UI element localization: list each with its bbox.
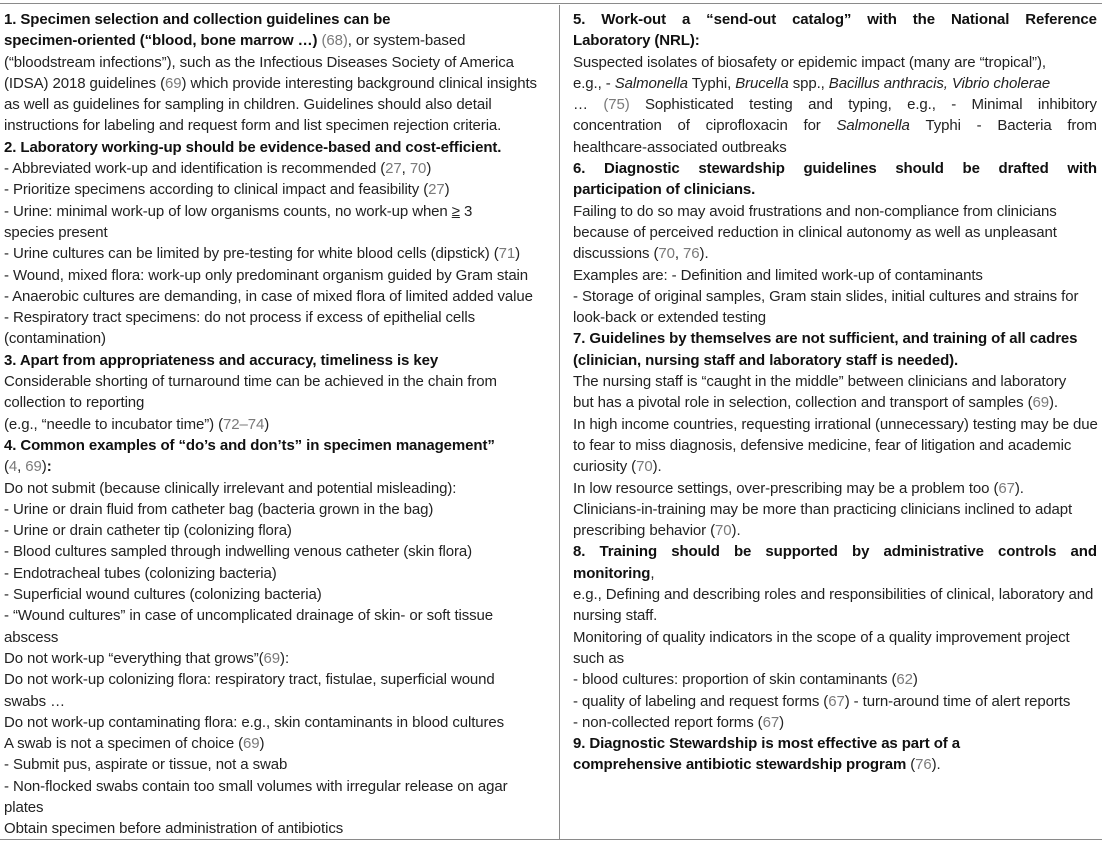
text-line <box>4 669 550 690</box>
text-line <box>573 94 1097 115</box>
reference-link[interactable]: 62 <box>896 671 913 689</box>
text-run: from <box>1067 117 1097 135</box>
bold-text: 1. Specimen selection and collection guidelines can be <box>4 11 391 28</box>
italic-text: Salmonella <box>614 74 688 92</box>
text-line <box>573 73 1097 94</box>
text-run: ) <box>264 415 270 433</box>
text-run: Examples are: - Definition and limited work-up of contaminants <box>573 266 983 284</box>
text-run: Typhi, <box>687 74 736 92</box>
text-run: Clinicians-in-training may be more than practicing clinicians inclined to adapt <box>573 500 1073 518</box>
left-column <box>4 9 550 840</box>
bold-text: administrative <box>883 543 984 561</box>
text-run: (contamination) <box>4 330 106 348</box>
bold-text: 6. <box>573 160 586 178</box>
bold-text: : <box>46 458 52 476</box>
bold-text: specimen-oriented (“blood, bone marrow …) <box>4 32 318 50</box>
text-run: because of perceived reduction in clinical autonomy as well as unpleasant <box>573 223 1057 241</box>
text-line <box>4 392 550 413</box>
bold-text: Diagnostic <box>603 160 680 178</box>
text-line <box>4 201 550 222</box>
text-run: , <box>650 564 655 582</box>
reference-link[interactable]: 69 <box>263 649 281 667</box>
text-run: curiosity ( <box>573 458 637 476</box>
text-run: ). <box>652 458 662 476</box>
text-run: spp., <box>788 74 829 92</box>
text-run: ). <box>1049 394 1058 412</box>
bold-text: should <box>671 543 720 561</box>
text-run: ) <box>515 245 521 263</box>
text-run: - “Wound cultures” in case of uncomplicated drainage of skin- or soft tissue <box>4 607 494 625</box>
text-line <box>4 776 550 797</box>
text-line <box>573 563 1097 584</box>
text-line <box>573 307 1097 328</box>
reference-link[interactable]: 70 <box>636 458 653 476</box>
text-run: ) <box>41 458 47 476</box>
text-run: Obtain specimen before administration of antibiotics <box>4 820 344 838</box>
text-run: Do not work-up colonizing flora: respiratory tract, fistulae, superficial wound <box>4 671 495 689</box>
text-line <box>573 712 1097 733</box>
text-run: ). <box>931 756 941 774</box>
text-run: such as <box>573 649 624 667</box>
text-run: , <box>401 160 410 178</box>
text-line <box>4 158 550 179</box>
text-run: prescribing behavior ( <box>573 522 716 540</box>
text-run: Do not submit (because clinically irrelevant and potential misleading): <box>4 479 457 497</box>
text-line <box>573 392 1097 413</box>
bold-text: should <box>895 160 944 178</box>
text-run: - Prioritize specimens according to clinical impact and feasibility ( <box>4 181 429 199</box>
reference-link[interactable]: 70 <box>715 522 732 540</box>
text-line <box>4 478 550 499</box>
text-line <box>4 584 550 605</box>
text-line <box>573 265 1097 286</box>
text-run: - Urine or drain catheter tip (colonizing flora) <box>4 522 292 540</box>
text-line <box>573 456 1097 477</box>
text-run: - Endotracheal tubes (colonizing bacteria) <box>4 564 277 582</box>
text-line <box>573 371 1097 392</box>
text-line <box>573 648 1097 669</box>
bold-text: 5. <box>573 11 586 28</box>
bold-text: with <box>1067 160 1097 178</box>
bold-text: 3. Apart from appropriateness and accuracy, timeliness is key <box>4 351 439 369</box>
bold-text: 9. Diagnostic Stewardship is most effective as part of a <box>573 735 961 753</box>
text-run: e.g., <box>907 96 936 114</box>
reference-link[interactable]: 67 <box>762 713 780 731</box>
text-run: In low resource settings, over-prescribing may be a problem too ( <box>573 479 999 497</box>
text-run: - non-collected report forms ( <box>573 713 763 731</box>
text-run: concentration <box>573 117 662 135</box>
bold-text: (clinician, nursing staff and laboratory staff is needed). <box>573 351 959 369</box>
text-line <box>573 243 1097 264</box>
text-line <box>4 712 550 733</box>
text-run: - blood cultures: proportion of skin contaminants ( <box>573 671 897 689</box>
text-line <box>4 222 550 243</box>
text-run: ). <box>731 522 741 540</box>
text-line <box>573 9 1097 30</box>
text-run: - Respiratory tract specimens: do not process if excess of epithelial cells <box>4 309 476 327</box>
text-run: ) - turn-around time of alert reports <box>844 692 1071 710</box>
text-run: ciprofloxacin <box>705 117 788 135</box>
text-line <box>4 648 550 669</box>
text-run: - Urine cultures can be limited by pre-testing for white blood cells (dipstick) ( <box>4 245 499 263</box>
text-line <box>4 30 550 51</box>
text-run: Considerable shorting of turnaround time can be achieved in the chain from <box>4 373 497 391</box>
text-run: inhibitory <box>1037 96 1097 114</box>
text-run: - <box>976 117 982 135</box>
text-run: ( <box>906 756 916 774</box>
italic-text: Bacillus anthracis, Vibrio cholerae <box>828 74 1051 92</box>
text-run: - Blood cultures sampled through indwelling venous catheter (skin flora) <box>4 543 473 561</box>
text-run: (“bloodstream infections”), such as the Infectious Diseases Society of America <box>4 53 514 71</box>
reference-link[interactable]: 69 <box>243 735 260 753</box>
text-run: species present <box>4 223 108 241</box>
bold-text: participation of clinicians. <box>573 181 756 199</box>
reference-link[interactable]: 69 <box>25 458 42 476</box>
text-line <box>4 307 550 328</box>
text-line <box>4 52 550 73</box>
text-run: swabs … <box>4 692 65 710</box>
bold-text: drafted <box>998 160 1049 178</box>
text-line <box>4 520 550 541</box>
reference-link[interactable]: (68) <box>321 32 348 50</box>
text-run: ) <box>779 713 784 731</box>
text-line <box>573 350 1097 371</box>
text-run: as well as guidelines for sampling in children. Guidelines should also detail <box>4 96 492 114</box>
bold-text: catalog” <box>792 11 852 28</box>
text-line <box>573 478 1097 499</box>
text-run: of <box>677 117 690 135</box>
text-line <box>4 328 550 349</box>
text-line <box>4 499 550 520</box>
reference-link[interactable]: 70 <box>658 245 675 263</box>
text-run: - Urine or drain fluid from catheter bag (bacteria grown in the bag) <box>4 500 434 518</box>
right-column <box>573 9 1097 776</box>
bold-text: a <box>681 11 691 28</box>
italic-text: Salmonella <box>836 117 910 135</box>
text-run: - Anaerobic cultures are demanding, in case of mixed flora of limited added value <box>4 287 533 305</box>
text-line <box>4 371 550 392</box>
text-run: instructions for labeling and request form and list specimen rejection criteria. <box>4 117 502 135</box>
text-line <box>4 350 550 371</box>
reference-link[interactable]: 67 <box>998 479 1015 497</box>
text-run: e.g., Defining and describing roles and responsibilities of clinical, laboratory and <box>573 586 1094 604</box>
text-line <box>4 435 550 456</box>
text-run: The nursing staff is “caught in the middle” between clinicians and laboratory <box>573 373 1067 391</box>
reference-link[interactable]: 27 <box>428 181 445 199</box>
text-line <box>4 286 550 307</box>
text-run: Do not work-up “everything that grows”( <box>4 649 264 667</box>
text-run: 3 <box>459 202 473 220</box>
text-line <box>4 137 550 158</box>
text-line <box>573 137 1097 158</box>
text-line <box>573 286 1097 307</box>
bold-text: 4. Common examples of “do’s and don’ts” in specimen management” <box>4 436 495 454</box>
bold-text: stewardship <box>698 160 785 178</box>
top-rule <box>0 3 1102 4</box>
bold-text: controls <box>998 543 1057 561</box>
underlined-symbol: ≥ <box>451 202 460 220</box>
text-run: ) which provide interesting background clinical insights <box>181 74 537 92</box>
text-run: , or system-based <box>347 32 466 50</box>
reference-link[interactable]: 67 <box>828 692 845 710</box>
text-run: look-back or extended testing <box>573 309 767 327</box>
bold-text: 2. Laboratory working-up should be evidence-based and cost-efficient. <box>4 138 502 156</box>
text-run: … <box>573 96 588 114</box>
text-line <box>4 456 550 477</box>
text-run: testing <box>749 96 793 114</box>
text-line <box>573 158 1097 179</box>
text-line <box>573 627 1097 648</box>
text-run: , <box>674 245 684 263</box>
text-run: Typhi <box>925 117 961 135</box>
text-line <box>573 201 1097 222</box>
bold-text: and <box>1070 543 1097 561</box>
text-run: - Wound, mixed flora: work-up only predominant organism guided by Gram stain <box>4 266 529 284</box>
text-run: - Submit pus, aspirate or tissue, not a swab <box>4 756 288 774</box>
text-run: ). <box>1014 479 1024 497</box>
bold-text: Laboratory (NRL): <box>573 32 700 50</box>
reference-link[interactable]: 71 <box>498 245 516 263</box>
text-line <box>573 414 1097 435</box>
text-run: ) <box>912 671 918 689</box>
text-run: Sophisticated <box>645 96 734 114</box>
bold-text: Reference <box>1025 11 1097 28</box>
bold-text: “send-out <box>706 11 777 28</box>
reference-link[interactable]: (75) <box>603 96 630 114</box>
reference-link[interactable]: 76 <box>915 756 932 774</box>
text-run: for <box>803 117 821 135</box>
text-line <box>573 179 1097 200</box>
text-run: collection to reporting <box>4 394 145 412</box>
text-run: to fear to miss diagnosis, defensive medicine, fear of litigation and academic <box>573 436 1072 454</box>
text-line <box>4 414 550 435</box>
text-run: Monitoring of quality indicators in the scope of a quality improvement project <box>573 628 1070 646</box>
text-run: ) <box>259 735 265 753</box>
text-run: ) <box>426 160 432 178</box>
text-line <box>4 797 550 818</box>
bold-text: supported <box>765 543 838 561</box>
text-run: - Storage of original samples, Gram stain slides, initial cultures and strains for <box>573 287 1079 305</box>
text-line <box>573 499 1097 520</box>
text-run: ( <box>4 458 9 476</box>
text-run: Minimal <box>971 96 1023 114</box>
reference-link[interactable]: 4 <box>8 458 18 476</box>
text-line <box>4 73 550 94</box>
text-run: typing, <box>848 96 892 114</box>
text-line <box>4 754 550 775</box>
bold-text: monitoring <box>573 564 651 582</box>
text-line <box>573 669 1097 690</box>
text-run: , <box>17 458 26 476</box>
bold-text: guidelines <box>803 160 877 178</box>
text-line <box>4 818 550 839</box>
text-run: abscess <box>4 628 59 646</box>
text-run: e.g., - <box>573 74 615 92</box>
bold-text: 8. <box>573 543 586 561</box>
text-line <box>4 605 550 626</box>
text-line <box>4 9 550 30</box>
reference-link[interactable]: 69 <box>165 74 182 92</box>
text-run: (IDSA) 2018 guidelines ( <box>4 74 166 92</box>
text-run: A swab is not a specimen of choice ( <box>4 735 244 753</box>
bold-text: by <box>852 543 870 561</box>
text-line <box>4 243 550 264</box>
text-line <box>573 691 1097 712</box>
text-run: (e.g., “needle to incubator time”) ( <box>4 415 223 433</box>
text-line <box>573 605 1097 626</box>
text-run: discussions ( <box>573 245 659 263</box>
text-run: - Non-flocked swabs contain too small volumes with irregular release on agar <box>4 777 508 795</box>
reference-link[interactable]: 69 <box>1032 394 1050 412</box>
text-line <box>4 691 550 712</box>
text-line <box>573 733 1097 754</box>
bold-text: with <box>867 11 897 28</box>
text-run: Failing to do so may avoid frustrations and non-compliance from clinicians <box>573 202 1057 220</box>
text-run: Do not work-up contaminating flora: e.g., skin contaminants in blood cultures <box>4 713 505 731</box>
text-line <box>573 520 1097 541</box>
reference-link[interactable]: 70 <box>409 160 427 178</box>
text-run: ): <box>280 649 290 667</box>
text-run: - quality of labeling and request forms ( <box>573 692 829 710</box>
text-line <box>4 541 550 562</box>
text-line <box>573 30 1097 51</box>
text-line <box>4 179 550 200</box>
text-line <box>573 754 1097 775</box>
bold-text: 7. Guidelines by themselves are not sufficient, and training of all cadres <box>573 330 1078 348</box>
text-run: but has a pivotal role in selection, collection and transport of samples ( <box>573 394 1033 412</box>
bottom-rule <box>0 839 1102 840</box>
text-line <box>4 563 550 584</box>
text-run: - <box>951 96 957 114</box>
bold-text: National <box>950 11 1010 28</box>
bold-text: Work-out <box>601 11 667 28</box>
bold-text: the <box>912 11 935 28</box>
text-run: - Urine: minimal work-up of low organisms counts, no work-up when <box>4 202 452 220</box>
text-run: ). <box>699 245 709 263</box>
column-divider <box>559 5 560 839</box>
text-run: - Abbreviated work-up and identification is recommended ( <box>4 160 386 178</box>
text-run: healthcare-associated outbreaks <box>573 138 787 156</box>
text-run: In high income countries, requesting irrational (unnecessary) testing may be due <box>573 415 1098 433</box>
italic-text: Brucella <box>735 74 789 92</box>
bold-text: be <box>962 160 980 178</box>
text-line <box>573 222 1097 243</box>
text-line <box>573 435 1097 456</box>
text-line <box>4 265 550 286</box>
bold-text: be <box>733 543 752 561</box>
reference-link[interactable]: 72–74 <box>223 415 265 433</box>
text-run: ) <box>444 181 450 199</box>
text-run: and <box>808 96 833 114</box>
text-line <box>573 52 1097 73</box>
bold-text: Training <box>599 543 658 561</box>
text-run: Suspected isolates of biosafety or epidemic impact (many are “tropical”), <box>573 53 1046 71</box>
text-line <box>573 328 1097 349</box>
text-line <box>573 541 1097 562</box>
text-line <box>4 733 550 754</box>
text-line <box>4 627 550 648</box>
reference-link[interactable]: 27 <box>385 160 402 178</box>
text-run: - Superficial wound cultures (colonizing bacteria) <box>4 586 322 604</box>
text-line <box>573 584 1097 605</box>
text-line <box>4 115 550 136</box>
text-line <box>4 94 550 115</box>
text-run: Bacteria <box>997 117 1052 135</box>
text-run: plates <box>4 798 44 816</box>
text-line <box>573 115 1097 136</box>
bold-text: comprehensive antibiotic stewardship program <box>573 756 907 774</box>
text-run: nursing staff. <box>573 607 658 625</box>
reference-link[interactable]: 76 <box>683 245 700 263</box>
